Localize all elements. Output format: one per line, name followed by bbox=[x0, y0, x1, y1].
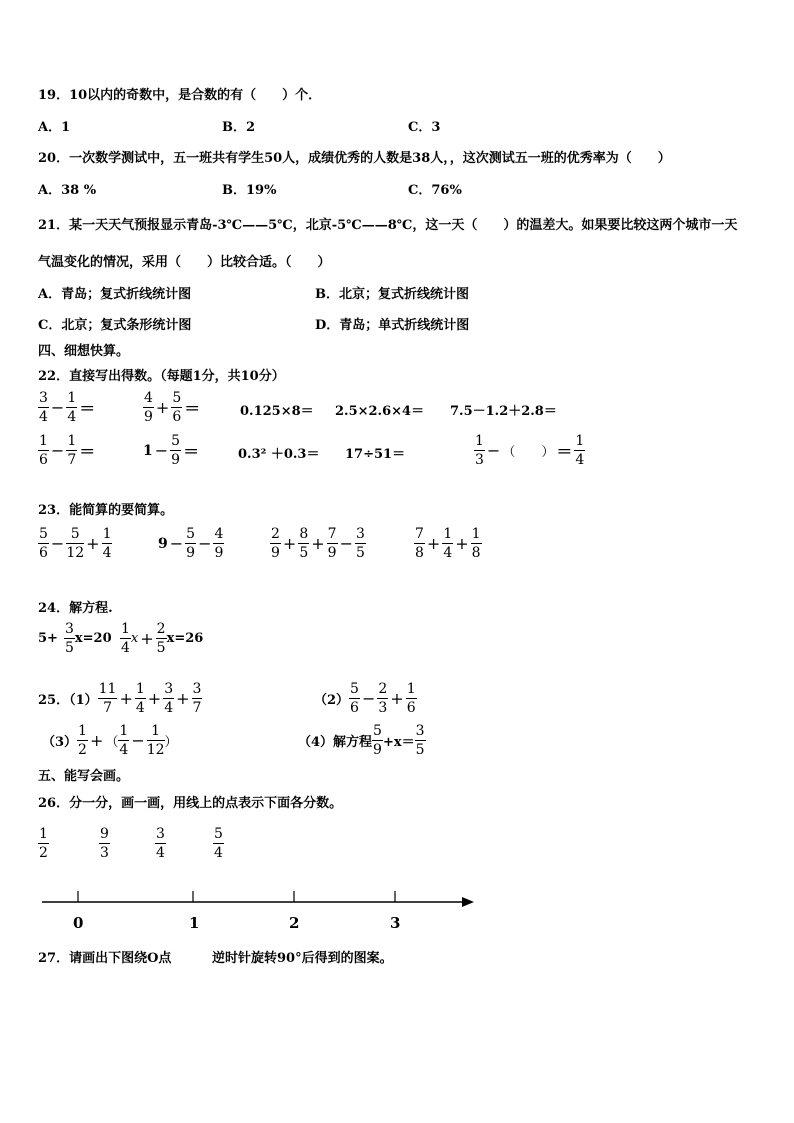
section-5-heading: 五、能写会画。 bbox=[38, 769, 130, 784]
q21-option-c[interactable]: C．北京；复式条形统计图 bbox=[38, 318, 192, 333]
q21-stem-line2: 气温变化的情况，采用（ ）比较合适。（ ） bbox=[38, 255, 331, 270]
q22-expr-9: 17÷51＝ bbox=[345, 447, 406, 462]
q19-option-c[interactable]: C．3 bbox=[408, 120, 441, 135]
q23-stem: 23．能简算的要简算。 bbox=[38, 503, 174, 518]
q23-expr-4: $\frac{7}{8}$ + $\frac{1}{4}$ + $\frac{1}{8}$ bbox=[415, 526, 481, 561]
q20-option-c[interactable]: C．76% bbox=[408, 183, 462, 198]
q22-expr-2: $\frac{4}{9}$ + $\frac{5}{6}$ ＝ bbox=[144, 390, 201, 425]
q22-expr-5: 7.5－1.2＋2.8＝ bbox=[450, 404, 557, 419]
q19-option-b[interactable]: B．2 bbox=[222, 120, 256, 135]
q24-stem: 24．解方程. bbox=[38, 601, 113, 616]
q21-option-d[interactable]: D．青岛；单式折线统计图 bbox=[315, 318, 470, 333]
q27-stem-a: 27．请画出下图绕O点 bbox=[38, 951, 172, 966]
q22-stem: 22．直接写出得数。（每题1分，共10分） bbox=[38, 369, 285, 384]
q19-stem: 19．10以内的奇数中，是合数的有（ ）个． bbox=[38, 88, 322, 103]
section-4-heading: 四、细想快算。 bbox=[38, 344, 130, 359]
q26-stem: 26．分一分，画一画，用线上的点表示下面各分数。 bbox=[38, 796, 343, 811]
q24-equation-1: 5+ $\frac{3}{5}$ x=20 bbox=[38, 621, 112, 656]
q23-expr-3: $\frac{2}{9}$ + $\frac{8}{5}$ + $\frac{7}{9}$ − $\frac{3}{5}$ bbox=[271, 526, 365, 561]
number-line-arrow bbox=[462, 897, 474, 907]
q26-fraction-1: $\frac{1}{2}$ bbox=[39, 826, 48, 861]
q21-stem-line1: 21．某一天天气预报显示青岛-3℃——5℃，北京-5℃——8℃，这一天（ ）的温差大。如果要比较这两个城市一天 bbox=[38, 218, 738, 233]
q26-fraction-3: $\frac{3}{4}$ bbox=[156, 826, 165, 861]
tick-label-2: 2 bbox=[289, 914, 300, 932]
q26-fraction-2: $\frac{9}{3}$ bbox=[100, 826, 109, 861]
q24-equation-2: $\frac{1}{4}$ x + $\frac{2}{5}$ x=26 bbox=[121, 621, 204, 656]
q23-expr-2: 9 − $\frac{5}{9}$ − $\frac{4}{9}$ bbox=[158, 526, 224, 561]
tick-label-0: 0 bbox=[73, 914, 84, 932]
q26-fraction-4: $\frac{5}{4}$ bbox=[214, 826, 223, 861]
q22-expr-10: $\frac{1}{3}$ − （ ） ＝ $\frac{1}{4}$ bbox=[475, 433, 585, 468]
tick-label-1: 1 bbox=[189, 914, 200, 932]
q21-option-a[interactable]: A．青岛；复式折线统计图 bbox=[38, 287, 192, 302]
q22-expr-4: 2.5×2.6×4＝ bbox=[335, 404, 425, 419]
tick-label-3: 3 bbox=[390, 914, 401, 932]
q22-expr-7: 1 − $\frac{5}{9}$ ＝ bbox=[143, 433, 200, 468]
q25-part-1: 25．（1） $\frac{11}{7}$ + $\frac{1}{4}$ + $\frac{3}{4}$ + $\frac{3}{7}$ bbox=[38, 681, 202, 716]
q20-stem: 20．一次数学测试中，五一班共有学生50人，成绩优秀的人数是38人，，这次测试五一班的优秀率为（ ） bbox=[38, 151, 671, 166]
q27-stem-b: 逆时针旋转90°后得到的图案。 bbox=[212, 951, 393, 966]
q25-part-2: （2） $\frac{5}{6}$ − $\frac{2}{3}$ + $\frac{1}{6}$ bbox=[314, 681, 416, 716]
q25-part-3: （3） $\frac{1}{2}$ + （ $\frac{1}{4}$ − $\frac{1}{12}$ ） bbox=[42, 723, 178, 758]
q19-option-a[interactable]: A．1 bbox=[38, 120, 71, 135]
q22-expr-3: 0.125×8＝ bbox=[240, 404, 314, 419]
q25-part-4: （4）解方程 $\frac{5}{9}$ +x＝ $\frac{3}{5}$ bbox=[298, 723, 425, 758]
q20-option-a[interactable]: A．38 % bbox=[38, 183, 97, 198]
number-line bbox=[38, 888, 478, 908]
q22-expr-8: 0.3² ＋0.3＝ bbox=[238, 447, 320, 462]
q21-option-b[interactable]: B．北京；复式折线统计图 bbox=[315, 287, 469, 302]
q23-expr-1: $\frac{5}{6}$ − $\frac{5}{12}$ + $\frac{1}{4}$ bbox=[39, 526, 112, 561]
q22-expr-1: $\frac{3}{4}$ − $\frac{1}{4}$ ＝ bbox=[39, 390, 96, 425]
q20-option-b[interactable]: B．19% bbox=[222, 183, 277, 198]
q22-expr-6: $\frac{1}{6}$ − $\frac{1}{7}$ ＝ bbox=[39, 433, 96, 468]
